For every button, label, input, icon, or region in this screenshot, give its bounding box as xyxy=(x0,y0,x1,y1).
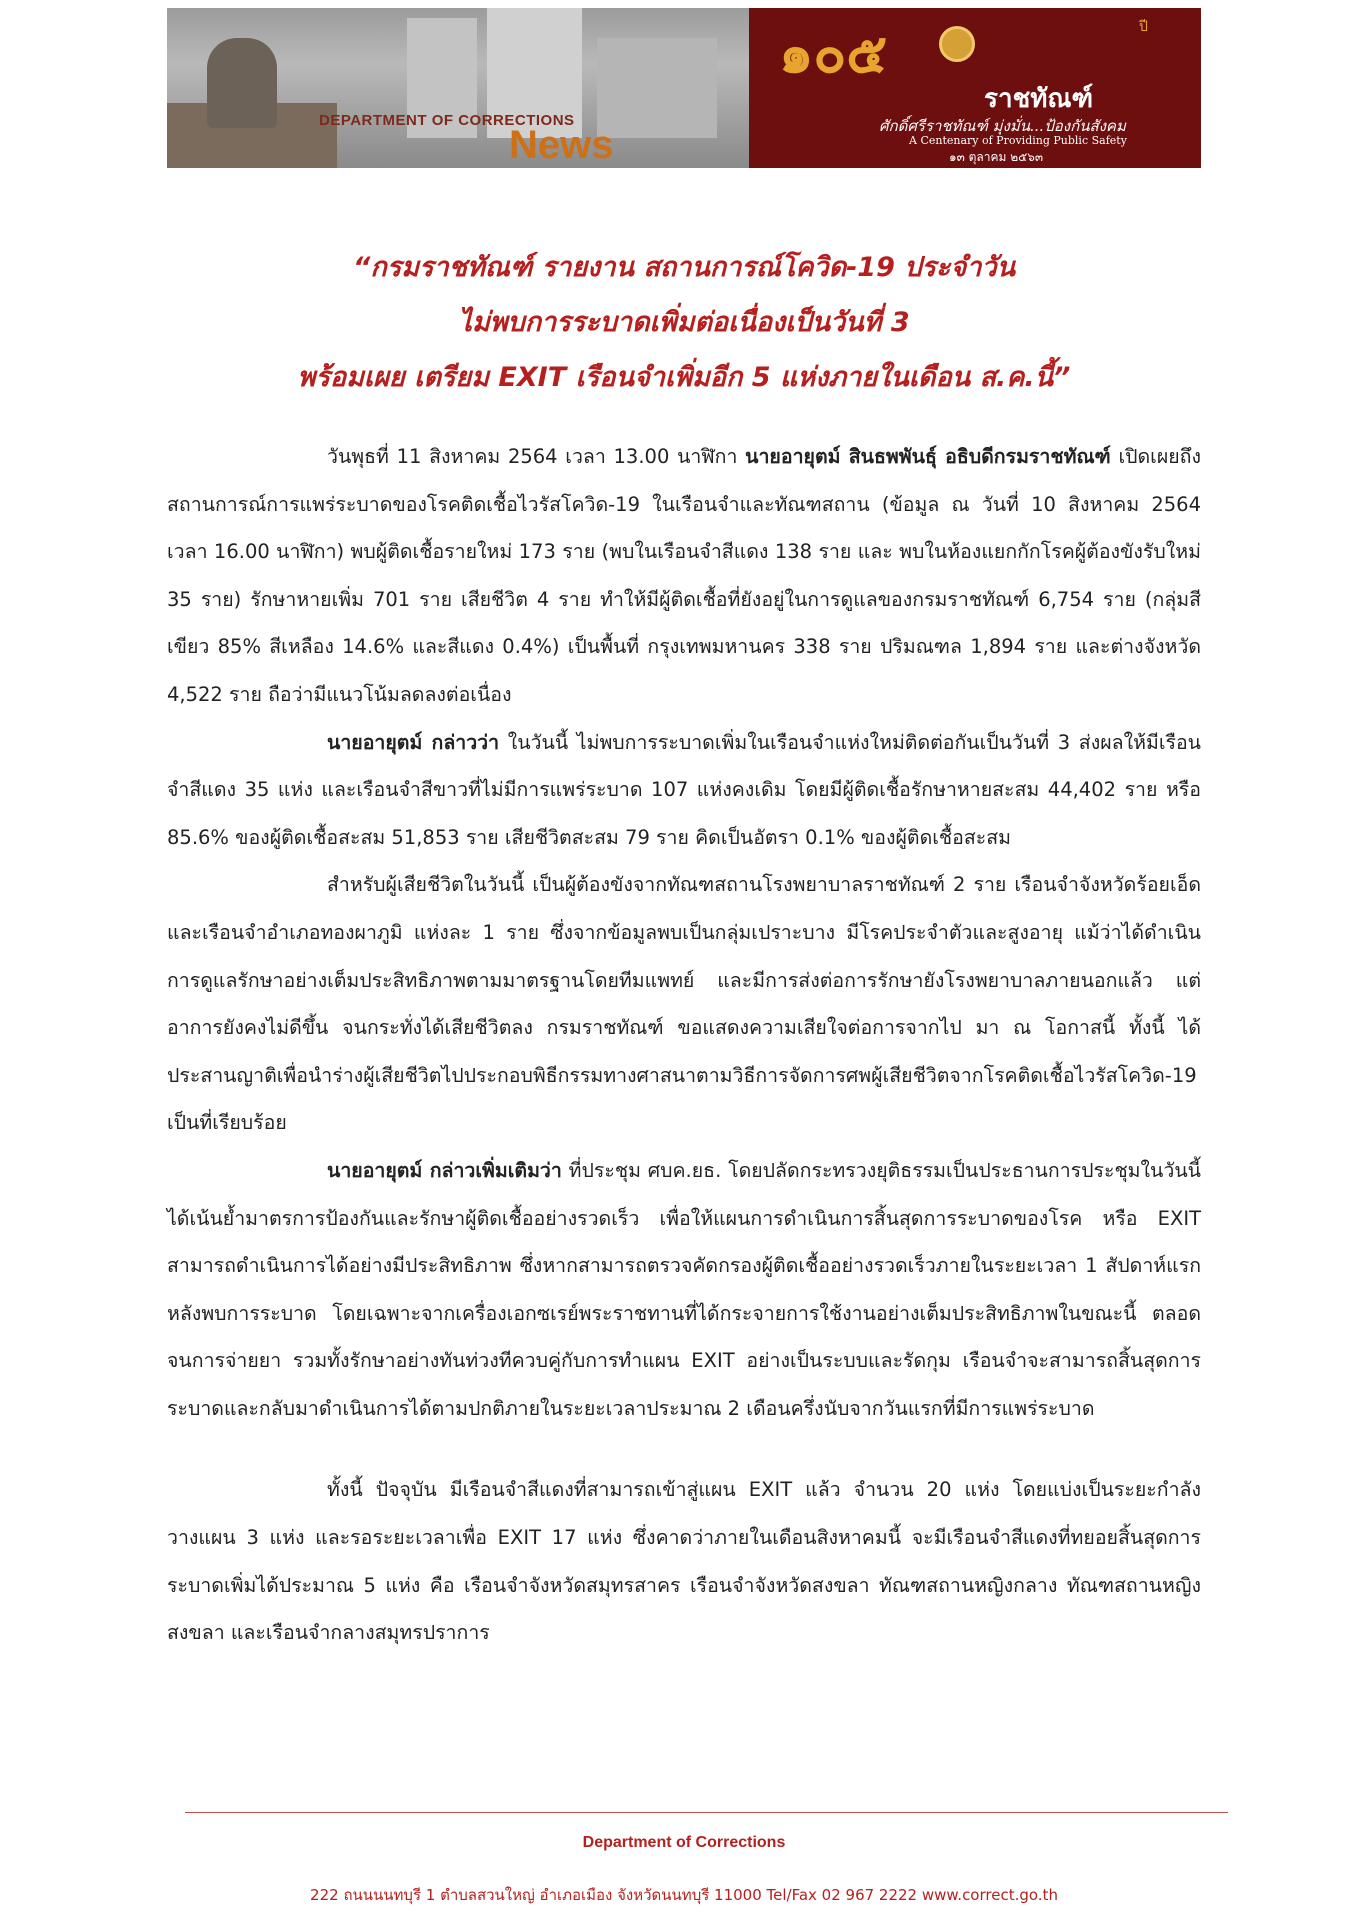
headline-line-1: “กรมราชทัณฑ์ รายงาน สถานการณ์โควิด-19 ประจำวัน xyxy=(352,252,1016,283)
guard-figure xyxy=(207,38,277,128)
emblem-icon xyxy=(939,26,975,62)
p2-bold-lead: นายอายุตม์ กล่าวว่า xyxy=(327,730,500,754)
p4-text: ที่ประชุม ศบค.ยธ. โดยปลัดกระทรวงยุติธรรมเป็นประธานการประชุมในวันนี้ ได้เน้นย้ำมาตรการป้องกันและรักษาผู้ติดเชื้ออย่างรวดเร็ว เพื่อให้แผนการดำเนินการสิ้นสุดการระบาดของโรค หรือ EXIT สามารถดำเนินการได้อย่างมีประสิทธิภาพ ซึ่งหากสามารถตรวจคัดกรองผู้ติดเชื้ออย่างรวดเร็วภายในระยะเวลา 1 สัปดาห์แรกหลังพบการระบาด โดยเฉพาะจากเครื่องเอกซเรย์พระราชทานที่ได้กระจายการใช้งานอย่างเต็มประสิทธิภาพในขณะนี้ ตลอดจนการจ่ายยา รวมทั้งรักษาอย่างทันท่วงทีควบคู่กับการทำแผน EXIT อย่างเป็นระบบและรัดกุม เรือนจำจะสามารถสิ้นสุดการระบาดและกลับมาดำเนินการได้ตามปกติภายในระยะเวลาประมาณ 2 เดือนครึ่งนับจากวันแรกที่มีการแพร่ระบาด xyxy=(167,1158,1201,1420)
headline xyxy=(167,240,1201,405)
footer-address: 222 ถนนนนทบุรี 1 ตำบลสวนใหญ่ อำเภอเมือง จังหวัดนนทบุรี 11000 Tel/Fax 02 967 2222 www.correct.go.th xyxy=(310,1886,1058,1904)
paragraph-gap xyxy=(167,1432,1201,1466)
p1-text: เปิดเผยถึงสถานการณ์การแพร่ระบาดของโรคติดเชื้อไวรัสโควิด-19 ในเรือนจำและทัณฑสถาน (ข้อมูล ณ วันที่ 10 สิงหาคม 2564 เวลา 16.00 นาฬิกา) พบผู้ติดเชื้อรายใหม่ 173 ราย (พบในเรือนจำสีแดง 138 ราย และ พบในห้องแยกกักโรคผู้ต้องขังรับใหม่ 35 ราย) รักษาหายเพิ่ม 701 ราย เสียชีวิต 4 ราย ทำให้มีผู้ติดเชื้อที่ยังอยู่ในการดูแลของกรมราชทัณฑ์ 6,754 ราย (กลุ่มสีเขียว 85% สีเหลือง 14.6% และสีแดง 0.4%) เป็นพื้นที่ กรุงเทพมหานคร 338 ราย ปริมณฑล 1,894 ราย และต่างจังหวัด 4,522 ราย ถือว่ามีแนวโน้มลดลงต่อเนื่อง xyxy=(167,445,1201,706)
paragraph-4 xyxy=(167,1147,1201,1433)
paragraph-3: สำหรับผู้เสียชีวิตในวันนี้ เป็นผู้ต้องขังจากทัณฑสถานโรงพยาบาลราชทัณฑ์ 2 ราย เรือนจำจังหวัดร้อยเอ็ดและเรือนจำอำเภอทองผาภูมิ แห่งละ 1 ราย ซึ่งจากข้อมูลพบเป็นกลุ่มเปราะบาง มีโรคประจำตัวและสูงอายุ แม้ว่าได้ดำเนินการดูแลรักษาอย่างเต็มประสิทธิภาพตามมาตรฐานโดยทีมแพทย์ และมีการส่งต่อการรักษายังโรงพยาบาลภายนอกแล้ว แต่อาการยังคงไม่ดีขึ้น จนกระทั่งได้เสียชีวิตลง กรมราชทัณฑ์ ขอแสดงความเสียใจต่อการจากไป มา ณ โอกาสนี้ ทั้งนี้ ได้ประสานญาติเพื่อนำร่างผู้เสียชีวิตไปประกอบพิธีกรรมทางศาสนาตามวิธีการจัดการศพผู้เสียชีวิตจากโรคติดเชื้อไวรัสโควิด-19 เป็นที่เรียบร้อย xyxy=(167,873,1201,1135)
footer-divider xyxy=(185,1812,1228,1813)
banner-subtitle: DEPARTMENT OF CORRECTIONS xyxy=(319,112,575,129)
footer-department: Department of Corrections xyxy=(582,1834,786,1851)
article-body xyxy=(167,433,1201,1657)
logo-name: ราชทัณฑ์ xyxy=(984,84,1094,114)
banner-photo xyxy=(167,8,749,168)
headline-line-3: พร้อมเผย เตรียม EXIT เรือนจำเพิ่มอีก 5 แห่งภายในเดือน ส.ค.นี้” xyxy=(297,362,1071,393)
centenary-logo xyxy=(749,8,1201,168)
paragraph-2 xyxy=(167,719,1201,862)
logo-slogan: ศักดิ์ศรีราชทัณฑ์ มุ่งมั่น...ป้องกันสังคม xyxy=(879,117,1126,135)
p1-intro: วันพุธที่ 11 สิงหาคม 2564 เวลา 13.00 นาฬิกา xyxy=(327,445,746,468)
building-shape xyxy=(597,38,717,138)
p1-bold-name: นายอายุตม์ สินธพพันธุ์ อธิบดีกรมราชทัณฑ์ xyxy=(745,445,1111,468)
logo-english: A Centenary of Providing Public Safety xyxy=(909,134,1127,147)
logo-date: ๑๓ ตุลาคม ๒๕๖๓ xyxy=(949,150,1044,164)
logo-number: ๑๐๕ xyxy=(779,21,888,85)
p4-bold-lead: นายอายุตม์ กล่าวเพิ่มเติมว่า xyxy=(327,1158,562,1182)
banner-news-label: News xyxy=(509,123,614,167)
logo-superscript: ปี xyxy=(1139,19,1148,35)
header-banner xyxy=(167,8,1201,168)
headline-line-2: ไม่พบการระบาดเพิ่มต่อเนื่องเป็นวันที่ 3 xyxy=(458,307,910,338)
paragraph-5: ทั้งนี้ ปัจจุบัน มีเรือนจำสีแดงที่สามารถเข้าสู่แผน EXIT แล้ว จำนวน 20 แห่ง โดยแบ่งเป็นระยะกำลังวางแผน 3 แห่ง และรอระยะเวลาเพื่อ EXIT 17 แห่ง ซึ่งคาดว่าภายในเดือนสิงหาคมนี้ จะมีเรือนจำสีแดงที่ทยอยสิ้นสุดการระบาดเพิ่มได้ประมาณ 5 แห่ง คือ เรือนจำจังหวัดสมุทรสาคร เรือนจำจังหวัดสงขลา ทัณฑสถานหญิงกลาง ทัณฑสถานหญิงสงขลา และเรือนจำกลางสมุทรปราการ xyxy=(167,1478,1201,1645)
paragraph-1 xyxy=(167,433,1201,719)
p2-text: ในวันนี้ ไม่พบการระบาดเพิ่มในเรือนจำแห่งใหม่ติดต่อกันเป็นวันที่ 3 ส่งผลให้มีเรือนจำสีแดง 35 แห่ง และเรือนจำสีขาวที่ไม่มีการแพร่ระบาด 107 แห่งคงเดิม โดยมีผู้ติดเชื้อรักษาหายสะสม 44,402 ราย หรือ 85.6% ของผู้ติดเชื้อสะสม 51,853 ราย เสียชีวิตสะสม 79 ราย คิดเป็นอัตรา 0.1% ของผู้ติดเชื้อสะสม xyxy=(167,730,1201,849)
